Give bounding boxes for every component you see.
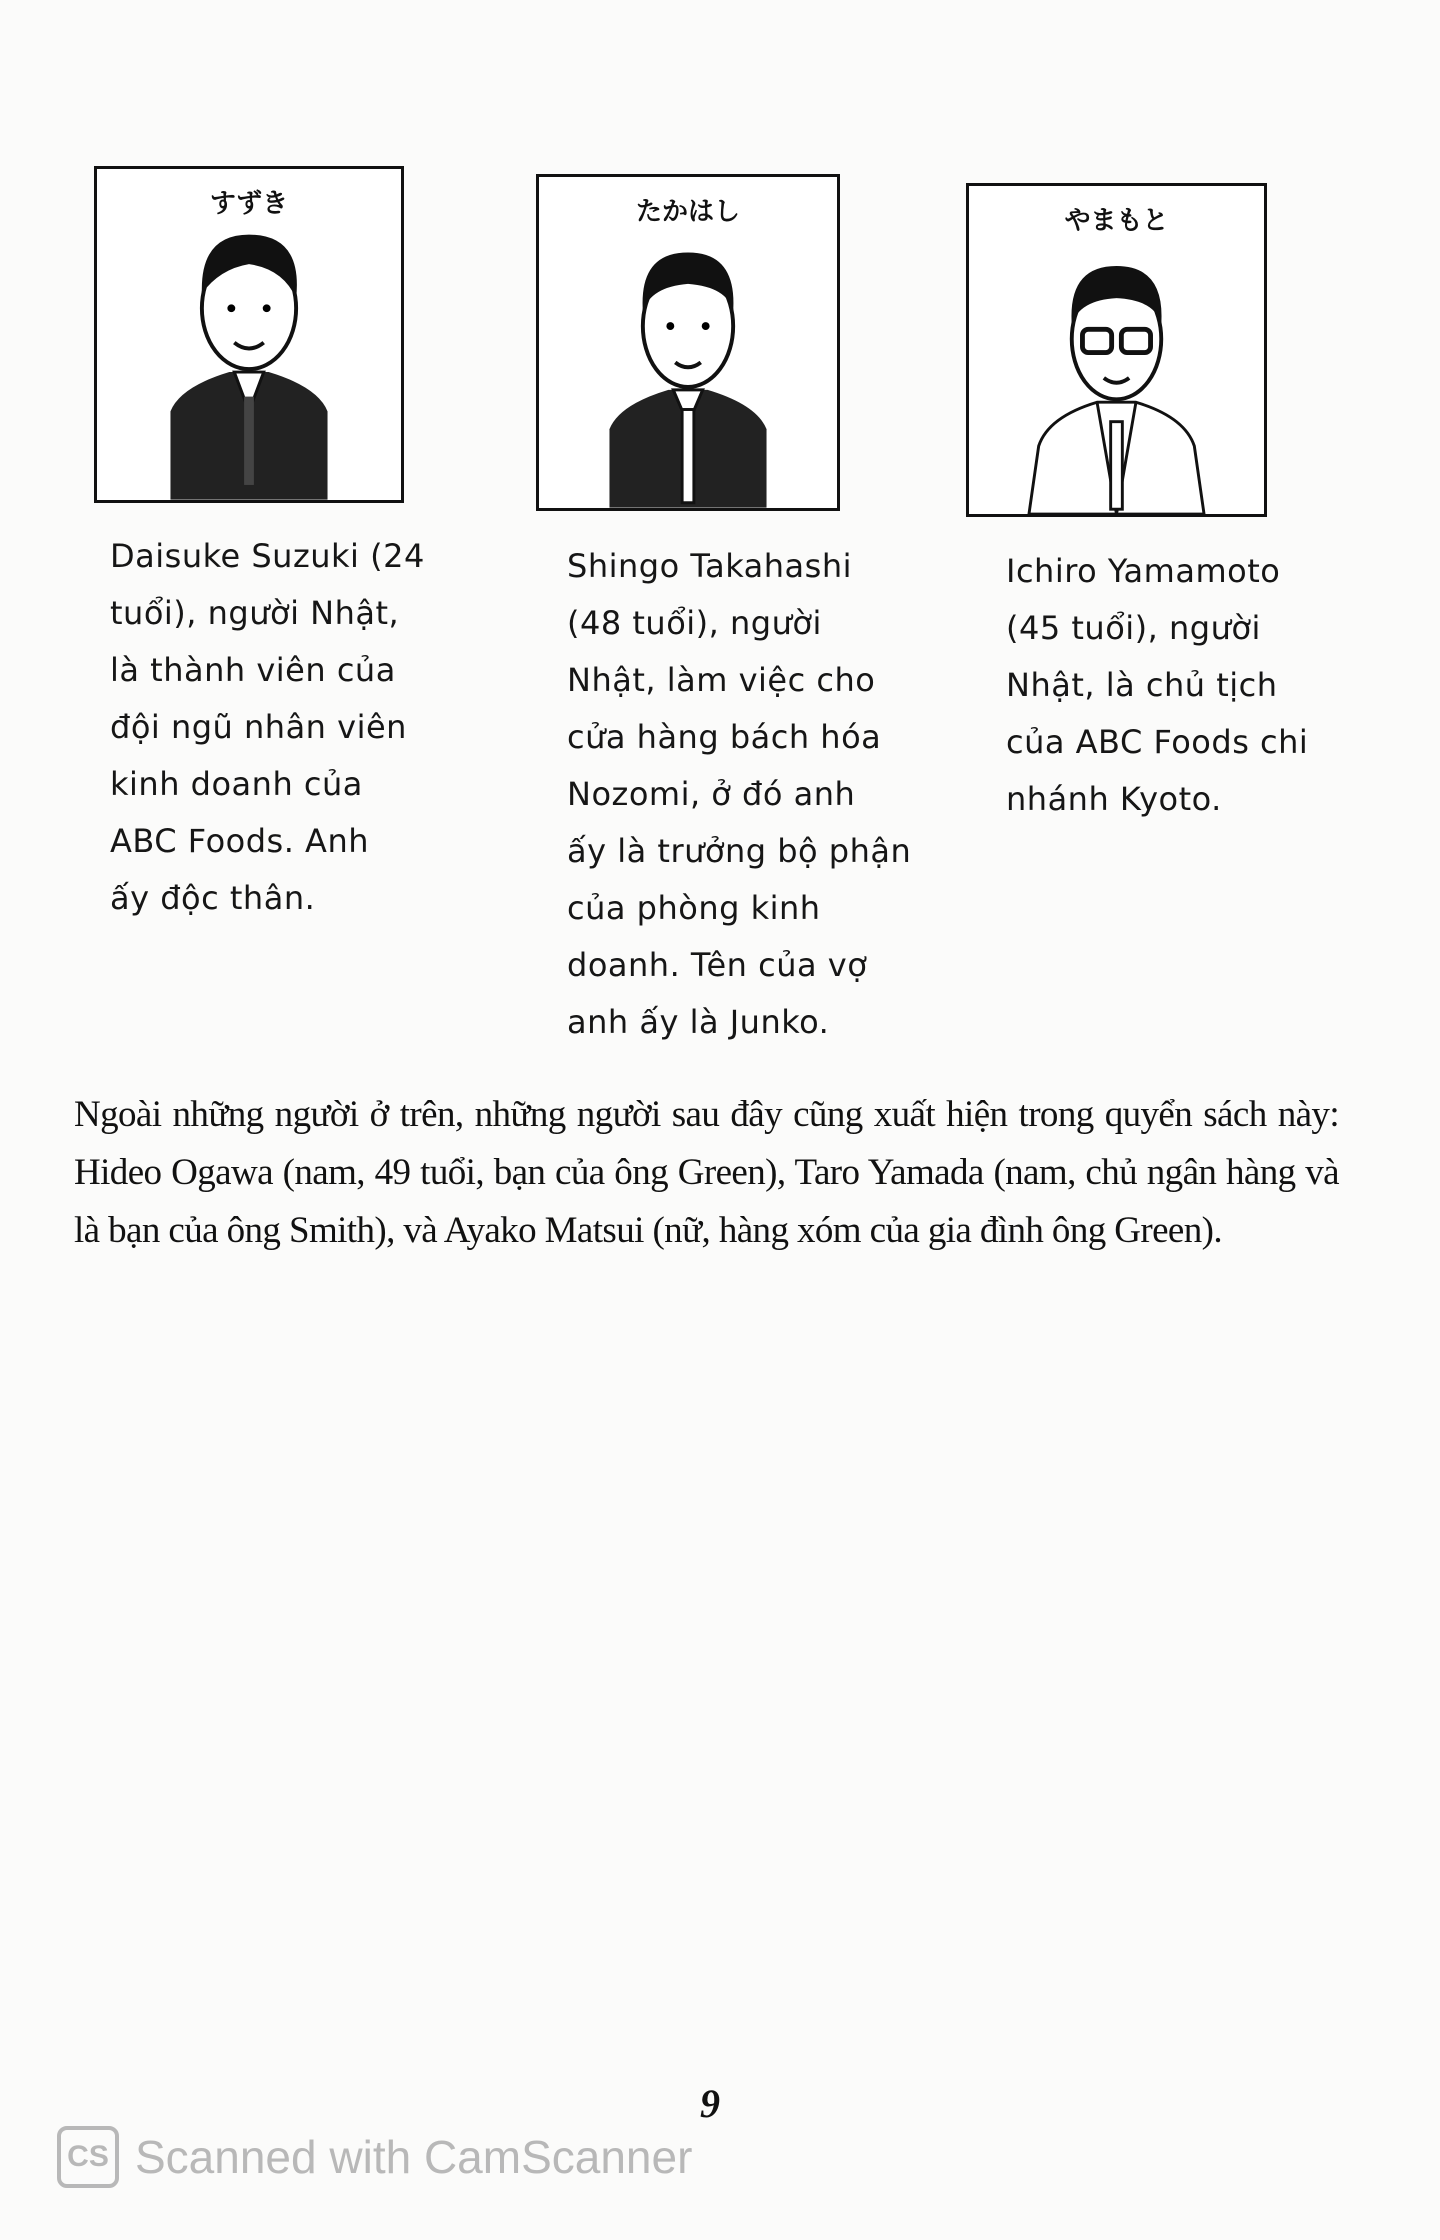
portrait-takahashi (536, 174, 840, 511)
caption-line: Daisuke Suzuki (24 (110, 537, 425, 575)
caption-line: của phòng kinh (567, 889, 821, 927)
body-paragraph: Ngoài những người ở trên, những người sau đây cũng xuất hiện trong quyển sách này: Hideo Ogawa (nam, 49 tuổi, bạn của ông Green), Taro Yamada (nam, chủ ngân hàng và là bạn của ông Smith), và Ayako Matsui (nữ, hàng xóm của gia đình ông Green). (74, 1094, 1339, 1251)
page-number: 9 (700, 2081, 720, 2126)
caption-takahashi (567, 538, 911, 1051)
caption-line: của ABC Foods chi (1006, 723, 1309, 761)
caption-line: cửa hàng bách hóa (567, 718, 882, 756)
name-kana: たかはし (635, 197, 740, 227)
caption-line: ấy là trưởng bộ phận (567, 832, 912, 870)
caption-line: Nozomi, ở đó anh (567, 775, 856, 813)
portrait-suzuki (94, 166, 404, 503)
caption-line: doanh. Tên của vợ (567, 946, 868, 984)
name-kana: すずき (209, 189, 289, 219)
portrait-yamamoto (966, 183, 1267, 517)
caption-line: ấy độc thân. (110, 879, 316, 917)
caption-line: (48 tuổi), người (567, 604, 822, 642)
caption-line: là thành viên của (110, 651, 396, 689)
caption-line: Nhật, làm việc cho (567, 661, 876, 699)
caption-line: (45 tuổi), người (1006, 609, 1261, 647)
caption-suzuki (110, 528, 425, 927)
camscanner-logo-icon: CS (57, 2126, 119, 2188)
caption-line: anh ấy là Junko. (567, 1003, 830, 1041)
man-illustration (969, 232, 1264, 514)
camscanner-watermark (57, 2126, 692, 2188)
caption-line: đội ngũ nhân viên (110, 708, 407, 746)
caption-line: kinh doanh của (110, 765, 363, 803)
caption-line: Ichiro Yamamoto (1006, 552, 1281, 590)
caption-line: nhánh Kyoto. (1006, 780, 1222, 818)
man-illustration (97, 215, 401, 500)
watermark-text: Scanned with CamScanner (135, 2131, 693, 2183)
caption-line: ABC Foods. Anh (110, 822, 369, 860)
man-illustration (539, 223, 837, 508)
caption-yamamoto (1006, 543, 1308, 828)
caption-line: tuổi), người Nhật, (110, 594, 400, 632)
caption-line: Nhật, là chủ tịch (1006, 666, 1278, 704)
name-kana: やまもと (1064, 206, 1169, 236)
caption-line: Shingo Takahashi (567, 547, 852, 585)
